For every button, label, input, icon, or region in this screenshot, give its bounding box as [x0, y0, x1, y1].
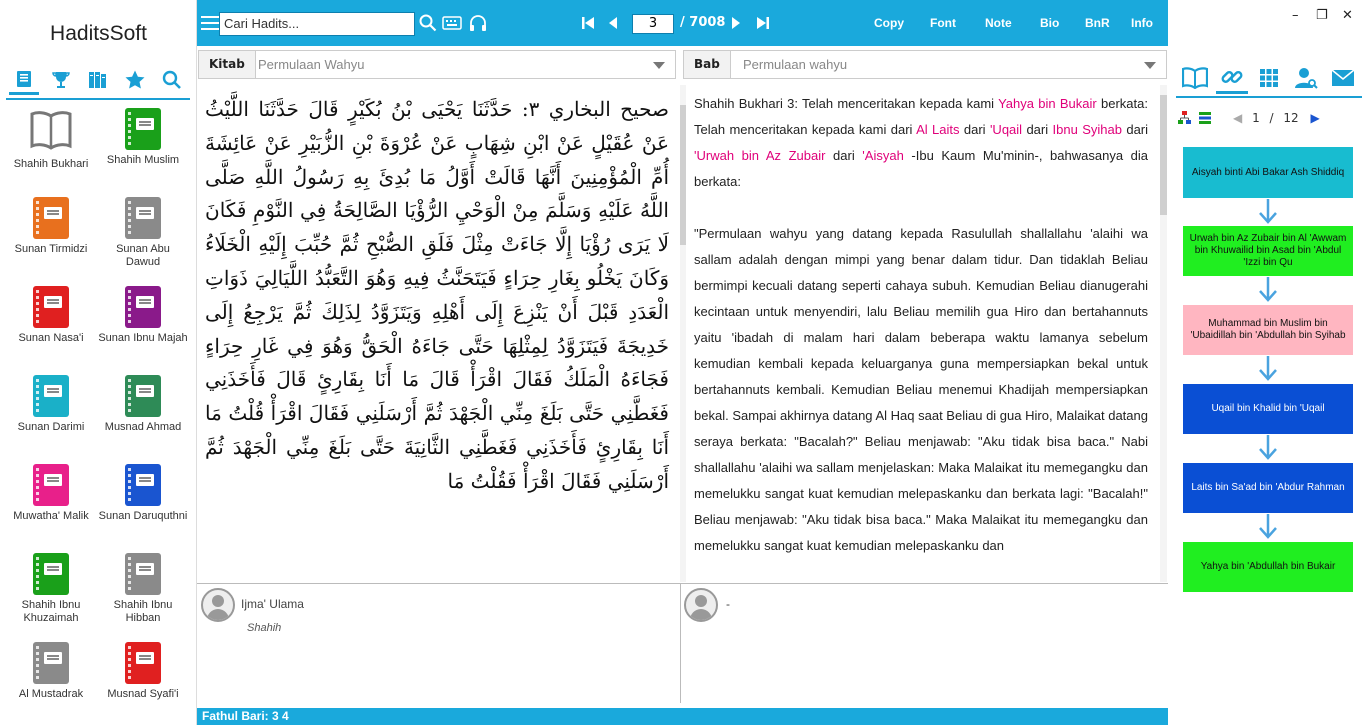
last-page-icon[interactable]	[752, 12, 774, 34]
copy-button[interactable]: Copy	[874, 16, 904, 30]
search-icon[interactable]	[417, 12, 439, 34]
bab-value: Permulaan wahyu	[743, 57, 848, 72]
narrator-link[interactable]: Ibnu Syihab	[1052, 122, 1122, 137]
book-sunan-tirmidzi[interactable]	[6, 197, 96, 256]
notebook-icon	[33, 375, 69, 417]
book-sunan-ibnu-majah[interactable]	[98, 286, 188, 345]
translation-matan: "Permulaan wahyu yang datang kepada Rasulullah shallallahu 'alaihi wa sallam adalah dengan mimpi yang benar dalam tidur. Dan tidaklah Beliau bermimpi kecuali datang seperti cahaya subuh. Kemudian Beliau dianugerahi kecintaan untuk menyendiri, lalu Beliau memilih gua Hiro dan bertahannuts yaitu 'ibadah di malam hari dalam beberapa waktu lamanya sebelum kemudian kembali kepada keluarganya guna mempersiapkan bekal untuk bertahannuts kembali. Kemudian Beliau menemui Khadijah mempersiapkan bekal. Sampai akhirnya datang Al Haq saat Beliau di gua Hiro, Malaikat datang seraya berkata: "Bacalah?" Beliau menjawab: "Aku tidak bisa baca." Nabi shallallahu 'alaihi wa sallam menjelaskan: Maka Malaikat itu memegangku dan memelukku sangat kuat kemudian melepaskanku dan berkata lagi: "Bacalah!" Beliau menjawab: "Aku tidak bisa baca." Maka Malaikat itu memegangku dan memelukku sangat kuat kemudian melepaskanku dan	[694, 226, 1148, 553]
trophy-icon[interactable]	[46, 65, 76, 95]
arrow-down-icon	[1258, 199, 1278, 225]
font-button[interactable]: Font	[930, 16, 956, 30]
list-view-icon[interactable]	[1199, 112, 1211, 124]
narrator-link[interactable]: 'Aisyah	[862, 148, 904, 163]
isnad-text: -Ibu Kaum Mu'minin-, bahwasanya dia berkata:	[694, 148, 1148, 189]
book-label: Al Mustadrak	[18, 688, 84, 700]
chain-current: 1	[1252, 111, 1260, 125]
search-icon[interactable]	[157, 65, 187, 95]
left-sidebar	[0, 0, 197, 725]
notebook-icon	[33, 642, 69, 684]
left-tab-bar	[6, 62, 190, 100]
open-book-icon	[29, 108, 73, 150]
translation-isnad	[694, 91, 1148, 195]
kitab-value: Permulaan Wahyu	[258, 57, 365, 72]
book-muwatha-malik[interactable]	[6, 464, 96, 523]
right-tab-bar	[1176, 60, 1362, 98]
narrator-link[interactable]: Al Laits	[916, 122, 960, 137]
top-toolbar	[197, 0, 1168, 46]
page-number-input[interactable]: 3	[632, 14, 674, 34]
narrator-node[interactable]: Aisyah binti Abi Bakar Ash Shiddiq	[1183, 147, 1353, 198]
page-total: / 7008	[680, 15, 726, 30]
arabic-scrollbar[interactable]	[680, 85, 686, 582]
first-page-icon[interactable]	[577, 12, 599, 34]
chain-prev-icon[interactable]: ◀	[1233, 111, 1243, 125]
isnad-text: dari	[1121, 122, 1149, 137]
isnad-text: dari	[959, 122, 990, 137]
note-button[interactable]: Note	[985, 16, 1012, 30]
notebook-icon	[125, 553, 161, 595]
book-label: Sunan Abu Dawud	[116, 243, 170, 268]
translation-scrollbar[interactable]	[1160, 85, 1167, 582]
app-title: HaditsSoft	[50, 22, 147, 45]
isnad-text: dari	[825, 148, 863, 163]
book-label: Sunan Daruquthni	[98, 510, 188, 522]
notebook-icon	[33, 286, 69, 328]
tree-view-icon[interactable]	[1178, 111, 1191, 124]
link-icon[interactable]	[1216, 62, 1248, 94]
arrow-down-icon	[1258, 514, 1278, 540]
book-label: Musnad Ahmad	[104, 421, 182, 433]
book-label: Sunan Darimi	[17, 421, 85, 433]
restore-icon[interactable]: ❐	[1316, 8, 1328, 23]
status-bar: Fathul Bari: 3 4	[197, 708, 1168, 725]
book-label: Sunan Tirmidzi	[14, 243, 88, 255]
close-icon[interactable]: ✕	[1342, 8, 1353, 23]
comment-grade: Shahih	[247, 622, 282, 634]
right-panel	[1168, 0, 1365, 725]
search-input[interactable]: Cari Hadits...	[219, 12, 415, 36]
notebook-icon	[125, 108, 161, 150]
chevron-down-icon	[653, 62, 665, 69]
notebook-icon	[33, 197, 69, 239]
notebook-icon	[125, 464, 161, 506]
divider	[680, 583, 681, 703]
book-label: Muwatha' Malik	[13, 510, 89, 522]
book-musnad-syafii[interactable]	[98, 642, 188, 701]
notebook-icon	[125, 375, 161, 417]
translation-pane	[688, 85, 1154, 582]
narrator-link[interactable]: 'Uqail	[989, 122, 1023, 137]
narrator-node[interactable]: Muhammad bin Muslim bin 'Ubaidillah bin 'Abdullah bin Syihab	[1183, 305, 1353, 355]
headphones-icon[interactable]	[467, 12, 489, 34]
book-shahih-ibnu-hibban[interactable]	[98, 553, 188, 625]
comment-author: Ijma' Ulama	[241, 597, 304, 611]
avatar	[201, 588, 235, 622]
books-icon[interactable]	[9, 65, 39, 95]
minimize-icon[interactable]: –	[1292, 8, 1299, 23]
chain-total: 12	[1283, 111, 1299, 125]
chain-sep: /	[1269, 111, 1274, 125]
kitab-label: Kitab	[199, 51, 256, 78]
book-label: Musnad Syafi'i	[107, 688, 179, 700]
avatar	[684, 588, 718, 622]
narrator-link[interactable]: Yahya bin Bukair	[998, 96, 1097, 111]
book-sunan-daruquthni[interactable]	[98, 464, 188, 523]
book-al-mustadrak[interactable]	[6, 642, 96, 701]
book-label: Shahih Bukhari	[13, 158, 89, 170]
arabic-text-pane: صحيح البخاري ٣: حَدَّثَنَا يَحْيَى بْنُ بُكَيْرٍ قَالَ حَدَّثَنَا اللَّيْثُ عَنْ عُقَيْلٍ عَنْ ابْنِ شِهَابٍ عَنْ عُرْوَةَ بْنِ الزُّبَيْرِ عَنْ عَائِشَةَ أُمِّ الْمُؤْمِنِينَ أَنَّهَا قَالَتْ أَوَّلُ مَا بُدِئَ بِهِ رَسُولُ اللَّهِ صَلَّى اللَّهُ عَلَيْهِ وَسَلَّمَ مِنْ الْوَحْيِ الرُّؤْيَا الصَّالِحَةُ فِي النَّوْمِ فَكَانَ لَا يَرَى رُؤْيَا إِلَّا جَاءَتْ مِثْلَ فَلَقِ الصُّبْحِ ثُمَّ حُبِّبَ إِلَيْهِ الْخَلَاءُ وَكَانَ يَخْلُو بِغَارِ حِرَاءٍ فَيَتَحَنَّثُ فِيهِ وَهُوَ التَّعَبُّدُ اللَّيَالِيَ ذَوَاتِ الْعَدَدِ قَبْلَ أَنْ يَنْزِعَ إِلَى أَهْلِهِ وَيَتَزَوَّدُ لِذَلِكَ ثُمَّ يَرْجِعُ إِلَى خَدِيجَةَ فَيَتَزَوَّدُ لِمِثْلِهَا حَتَّى جَاءَهُ الْحَقُّ وَهُوَ فِي غَارِ حِرَاءٍ فَجَاءَهُ الْمَلَكُ فَقَالَ اقْرَأْ قَالَ مَا أَنَا بِقَارِئٍ قَالَ فَأَخَذَنِي فَغَطَّنِي حَتَّى بَلَغَ مِنِّي الْجَهْدَ ثُمَّ أَرْسَلَنِي فَقَالَ اقْرَأْ قُلْتُ مَا أَنَا بِقَارِئٍ فَأَخَذَنِي فَغَطَّنِي الثَّانِيَةَ حَتَّى بَلَغَ مِنِّي الْجَهْدَ ثُمَّ أَرْسَلَنِي فَقَالَ اقْرَأْ فَقُلْتُ مَا	[205, 97, 670, 493]
chain-next-icon[interactable]: ▶	[1310, 111, 1320, 125]
mail-icon[interactable]	[1327, 62, 1359, 94]
keyboard-icon[interactable]	[441, 12, 463, 34]
notebook-icon	[33, 464, 69, 506]
book-sunan-abu-dawud[interactable]	[98, 197, 188, 269]
notebook-icon	[125, 197, 161, 239]
book-musnad-ahmad[interactable]	[98, 375, 188, 434]
isnad-text: dari	[1022, 122, 1053, 137]
prev-page-icon[interactable]	[602, 12, 624, 34]
comment-author: -	[726, 597, 730, 611]
book-label: Sunan Ibnu Majah	[98, 332, 188, 344]
kitab-select[interactable]	[198, 50, 676, 79]
divider	[197, 583, 1168, 584]
arrow-down-icon	[1258, 356, 1278, 382]
arrow-down-icon	[1258, 435, 1278, 461]
book-sunan-darimi[interactable]	[6, 375, 96, 434]
star-icon[interactable]	[120, 65, 150, 95]
book-label: Sunan Nasa'i	[18, 332, 84, 344]
book-label: Shahih Ibnu Hibban	[113, 599, 173, 624]
narrator-node[interactable]: Laits bin Sa'ad bin 'Abdur Rahman	[1183, 463, 1353, 513]
chain-tools	[1178, 110, 1214, 130]
isnad-text: berkata: Telah menceritakan kepada kami dari	[694, 96, 1148, 137]
book-shahih-muslim[interactable]	[98, 108, 188, 167]
book-shahih-ibnu-khuzaimah[interactable]	[6, 553, 96, 625]
library-icon[interactable]	[83, 65, 113, 95]
bnr-button[interactable]: BnR	[1085, 16, 1110, 30]
notebook-icon	[125, 642, 161, 684]
notebook-icon	[125, 286, 161, 328]
chain-pager	[1233, 111, 1320, 125]
user-search-icon[interactable]	[1290, 62, 1322, 94]
narrator-node[interactable]: Urwah bin Az Zubair bin Al 'Awwam bin Khuwailid bin Asad bin 'Abdul 'Izzi bin Qu	[1183, 226, 1353, 276]
arrow-down-icon	[1258, 277, 1278, 303]
notebook-icon	[33, 553, 69, 595]
bio-button[interactable]: Bio	[1040, 16, 1060, 30]
bab-label: Bab	[684, 51, 731, 78]
grid-icon[interactable]	[1253, 62, 1285, 94]
book-label: Shahih Ibnu Khuzaimah	[21, 599, 81, 624]
book-label: Shahih Muslim	[106, 154, 180, 166]
narrator-link[interactable]: 'Urwah bin Az Zubair	[694, 148, 826, 163]
narrator-node[interactable]: Yahya bin 'Abdullah bin Bukair	[1183, 542, 1353, 592]
narrator-node[interactable]: Uqail bin Khalid bin 'Uqail	[1183, 384, 1353, 434]
info-button[interactable]: Info	[1131, 16, 1153, 30]
book-shahih-bukhari[interactable]	[6, 108, 96, 171]
next-page-icon[interactable]	[725, 12, 747, 34]
hamburger-menu-icon[interactable]	[199, 12, 221, 34]
bab-select[interactable]	[683, 50, 1167, 79]
book-sunan-nasai[interactable]	[6, 286, 96, 345]
chevron-down-icon	[1144, 62, 1156, 69]
isnad-text: Shahih Bukhari 3: Telah menceritakan kepada kami	[694, 96, 999, 111]
book-open-icon[interactable]	[1179, 62, 1211, 94]
